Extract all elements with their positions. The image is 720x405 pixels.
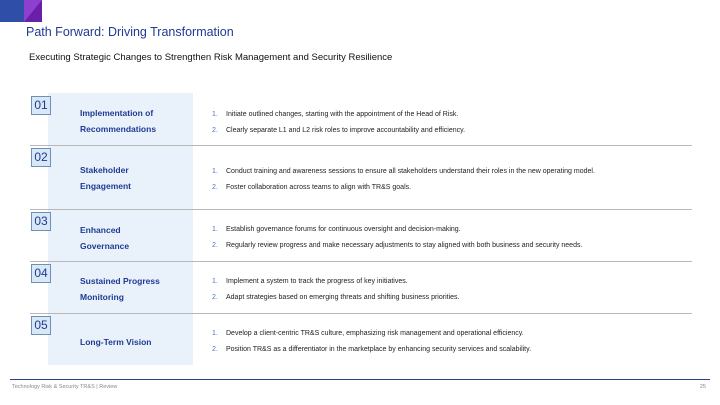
step-label: Stakeholder Engagement	[80, 165, 132, 191]
step-label: Implementation of Recommendations	[80, 108, 157, 134]
step-label: Enhanced Governance	[80, 225, 130, 251]
row-divider	[30, 261, 692, 262]
step-label: Long-Term Vision	[80, 337, 152, 347]
point-item: 2. Position TR&S as a differentiator in the marketplace by enhancing security services and scalability.	[212, 345, 532, 353]
step-points	[212, 167, 692, 198]
point-item: 2. Adapt strategies based on emerging threats and shifting business priorities.	[212, 293, 460, 301]
footer-text: Technology Risk & Security TR&S | Review	[12, 384, 118, 390]
page-subtitle: Executing Strategic Changes to Strengthen Risk Management and Security Resilience	[29, 52, 393, 63]
row-divider	[30, 313, 692, 314]
point-item: 2. Foster collaboration across teams to align with TR&S goals.	[212, 183, 412, 191]
page-number: 25	[699, 384, 706, 390]
step-number-badge: 05	[31, 316, 51, 335]
step-points	[212, 277, 692, 308]
point-item: 1. Establish governance forums for continuous oversight and decision-making.	[212, 226, 461, 233]
point-item: 1. Implement a system to track the progress of key initiatives.	[212, 278, 408, 285]
brand-logo-icon	[0, 0, 42, 22]
step-points	[212, 110, 692, 141]
step-number-badge: 01	[31, 96, 51, 115]
footer-divider	[10, 379, 710, 380]
step-points	[212, 225, 692, 256]
step-number-badge: 03	[31, 212, 51, 231]
page-title: Path Forward: Driving Transformation	[26, 25, 234, 39]
step-number-badge: 02	[31, 148, 51, 167]
point-item: 1. Conduct training and awareness sessions to ensure all stakeholders understand their roles in the new operating model.	[212, 168, 595, 175]
row-divider	[30, 145, 692, 146]
step-label: Sustained Progress Monitoring	[80, 276, 160, 302]
step-points	[212, 329, 692, 360]
point-item: 1. Develop a client-centric TR&S culture, emphasizing risk management and operational efficiency.	[212, 330, 524, 337]
point-item: 2. Regularly review progress and make necessary adjustments to stay aligned with both business and security needs.	[212, 241, 583, 249]
point-item: 1. Initiate outlined changes, starting with the appointment of the Head of Risk.	[212, 111, 459, 118]
row-divider	[30, 209, 692, 210]
step-number-badge: 04	[31, 264, 51, 283]
point-item: 2. Clearly separate L1 and L2 risk roles to improve accountability and efficiency.	[212, 126, 466, 134]
